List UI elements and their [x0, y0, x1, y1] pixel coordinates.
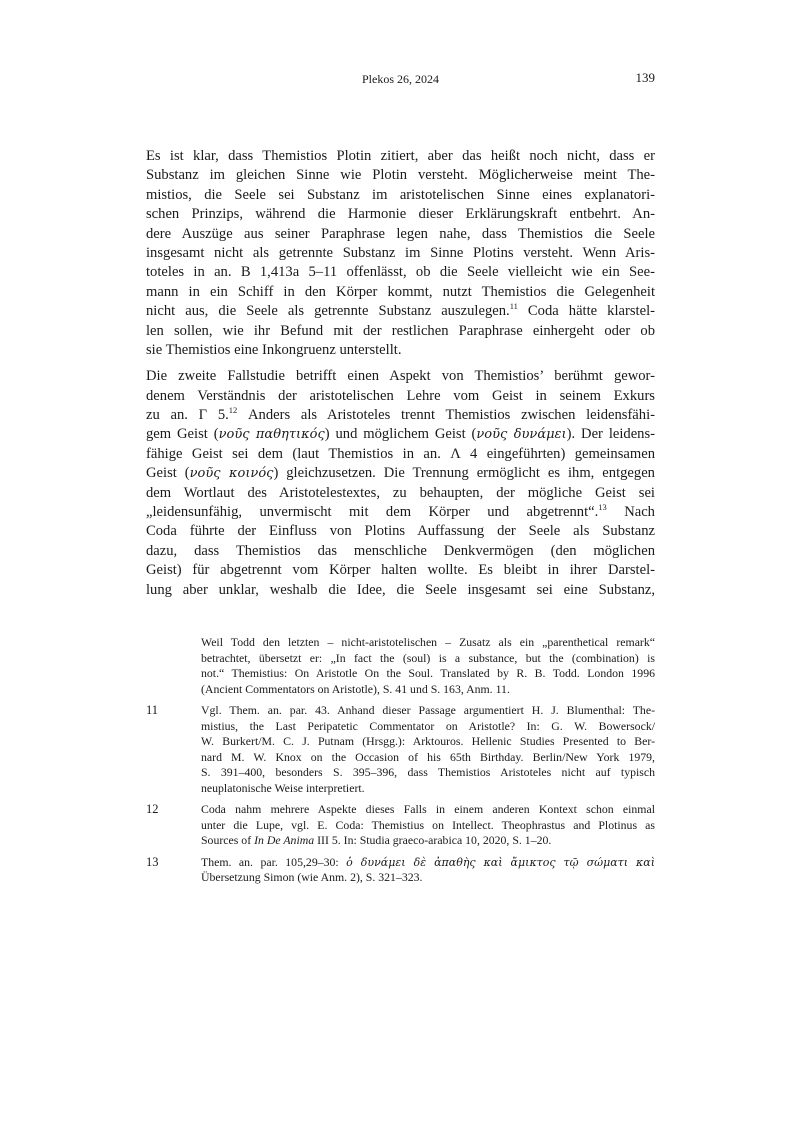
footnote [146, 635, 655, 697]
text-run: S. 391–400, besonders S. 395–396, dass Themistios Aristoteles nicht auf typisch [201, 765, 655, 779]
text-run: ) und möglichem Geist ( [324, 426, 477, 443]
text-run: Them. an. par. 105,29–30: [201, 854, 347, 869]
text-line [146, 225, 655, 244]
text-line [146, 522, 655, 541]
text-line [201, 734, 655, 750]
text-run: Coda führte der Einfluss von Plotins Auffassung der Seele als Substanz [146, 523, 655, 540]
footnote-number: 11 [146, 703, 159, 717]
text-run: neuplatonische Weise interpretiert. [201, 780, 365, 795]
text-line [146, 263, 655, 282]
text-line [201, 781, 655, 797]
text-run: mann in ein Schiff in den Körper kommt, nutzt Themistios die Gelegenheit [146, 283, 655, 300]
text-run: lung aber unklar, weshalb die Idee, die Seele insgesamt sei eine Substanz, [146, 581, 655, 598]
page-number: 139 [635, 70, 655, 85]
main-text [146, 147, 655, 607]
text-run: (Ancient Commentators on Aristotle), S. 41 und S. 163, Anm. 11. [201, 681, 510, 696]
text-line [146, 581, 655, 600]
text-run: Nach [606, 504, 655, 521]
footnote-ref: 13 [598, 503, 607, 513]
text-line [201, 833, 655, 849]
text-line [146, 244, 655, 263]
text-line [201, 635, 655, 651]
text-line [146, 367, 655, 386]
text-line [146, 484, 655, 503]
text-line [201, 855, 655, 871]
text-run: zu an. Γ 5. [146, 407, 229, 424]
greek-text: νοῦς δυνάμει [476, 427, 567, 443]
footnote [146, 802, 655, 849]
text-run: not.“ Themistius: On Aristotle On the Soul. Translated by R. B. Todd. London 1996 [201, 666, 655, 680]
text-run: denem Verständnis der aristotelischen Lehre vom Geist in seinem Exkurs [146, 387, 655, 404]
text-run: W. Burkert/M. C. J. Putnam (Hrsgg.): Arktouros. Hellenic Studies Presented to Ber- [201, 734, 655, 748]
paragraph [146, 367, 655, 600]
footnote [146, 703, 655, 796]
text-run: Geist ( [146, 465, 190, 482]
text-run: unter die Lupe, vgl. E. Coda: Themistius on Intellect. Theophrastus and Plotinus as [201, 817, 655, 832]
text-line [146, 464, 655, 483]
footnotes [146, 635, 655, 892]
text-line [201, 666, 655, 682]
text-line [146, 425, 655, 444]
footnote-ref: 12 [228, 406, 238, 416]
text-run: Coda hätte klarstel- [517, 303, 655, 320]
text-run: Substanz im gleichen Sinne wie Plotin versteht. Möglicherweise meint The- [146, 167, 655, 184]
journal-title: Plekos 26, 2024 [361, 72, 439, 86]
footnote-ref: 11 [509, 302, 518, 312]
greek-text: νοῦς παθητικός [218, 427, 325, 443]
text-line [146, 445, 655, 464]
text-line [201, 719, 655, 735]
text-run: Geist) für abgetrennt vom Körper halten wollte. Es bleibt in ihrer Darstel- [146, 562, 655, 579]
text-line [201, 682, 655, 698]
text-run: Weil Todd den letzten – nicht-aristotelischen – Zusatz als ein „parenthetical remark“ [201, 635, 655, 649]
text-run: toteles in an. Β 1,413a 5–11 offenlässt, ob die Seele vielleicht wie ein See- [146, 264, 655, 281]
text-run: mistius, the Last Peripatetic Commentator on Aristotle? In: G. W. Bowersock/ [201, 718, 655, 733]
italic-title: In De Anima [254, 833, 315, 847]
text-run: fähige Geist sei dem (laut Themistios in an. Λ 4 eingeführten) gemeinsamen [146, 445, 655, 462]
text-line [146, 322, 655, 341]
text-line [146, 387, 655, 406]
text-run: Übersetzung Simon (wie Anm. 2), S. 321–323. [201, 870, 423, 884]
text-run: sie Themistios eine Inkongruenz unterstellt. [146, 341, 402, 358]
text-run: nicht aus, die Seele als getrennte Substanz auszulegen. [146, 303, 510, 320]
text-run: schen Prinzips, während die Harmonie dieser Erklärungskraft entbehrt. An- [146, 206, 655, 223]
text-run: Sources of [201, 833, 255, 847]
text-line [146, 186, 655, 205]
text-run: mistios, die Seele sei Substanz im aristotelischen Sinne eines explanatori- [146, 186, 655, 203]
text-line [146, 341, 655, 360]
footnote-number: 12 [146, 802, 159, 816]
paragraph [146, 147, 655, 360]
text-line [146, 406, 655, 425]
running-header [146, 70, 655, 90]
text-run: dazu, dass Themistios das menschliche Denkvermögen (den möglichen [146, 542, 655, 559]
text-line [201, 870, 655, 886]
text-run: dere Auszüge aus seiner Paraphrase legen nahe, dass Themistios die Seele [146, 225, 655, 242]
text-line [146, 302, 655, 321]
text-line [201, 651, 655, 667]
text-line [201, 818, 655, 834]
text-run: betrachtet, übersetzt er: „In fact the (soul) is a substance, but the (combination) is [201, 650, 655, 665]
text-run: dem Wortlaut des Aristotelestextes, zu behaupten, der mögliche Geist sei [146, 484, 655, 501]
text-run: nard M. W. Knox on the Occasion of his 65th Birthday. Berlin/New York 1979, [201, 749, 655, 764]
text-line [201, 802, 655, 818]
text-line [146, 166, 655, 185]
text-run: Es ist klar, dass Themistios Plotin zitiert, aber das heißt noch nicht, dass er [146, 148, 655, 164]
text-run: Anders als Aristoteles trennt Themistios zwischen leidensfähi- [237, 407, 655, 424]
text-run: III 5. In: Studia graeco-arabica 10, 2020, S. 1–20. [314, 833, 552, 847]
footnote [146, 855, 655, 886]
text-run: ). Der leidens- [566, 426, 655, 443]
text-run: Die zweite Fallstudie betrifft einen Aspekt von Themistios’ berühmt gewor- [146, 368, 655, 385]
text-line [146, 205, 655, 224]
text-line [146, 283, 655, 302]
text-run: gem Geist ( [146, 426, 219, 443]
text-line [146, 147, 655, 166]
text-line [146, 561, 655, 580]
greek-text: ὁ δυνάμει δὲ ἀπαθὴς καὶ ἄμικτος τῷ σώματι καὶ [346, 855, 655, 869]
text-run: Vgl. Them. an. par. 43. Anhand dieser Passage argumentiert H. J. Blumenthal: The- [201, 703, 655, 717]
text-line [146, 542, 655, 561]
text-run: Coda nahm mehrere Aspekte dieses Falls in einem anderen Kontext schon einmal [201, 802, 655, 816]
text-run: insgesamt nicht als getrennte Substanz im Sinne Plotins versteht. Wenn Aris- [146, 244, 655, 261]
text-line [146, 503, 655, 522]
footnote-number: 13 [146, 854, 159, 869]
text-run: len sollen, wie ihr Befund mit der restlichen Paraphrase einhergeht oder ob [146, 322, 655, 339]
text-line [201, 750, 655, 766]
text-run: ) gleichzusetzen. Die Trennung ermöglicht es ihm, entgegen [273, 465, 655, 482]
text-run: „leidensunfähig, unvermischt mit dem Körper und abgetrennt“. [146, 504, 599, 521]
greek-text: νοῦς κοινός [189, 466, 274, 482]
text-line [201, 765, 655, 781]
text-line [201, 703, 655, 719]
